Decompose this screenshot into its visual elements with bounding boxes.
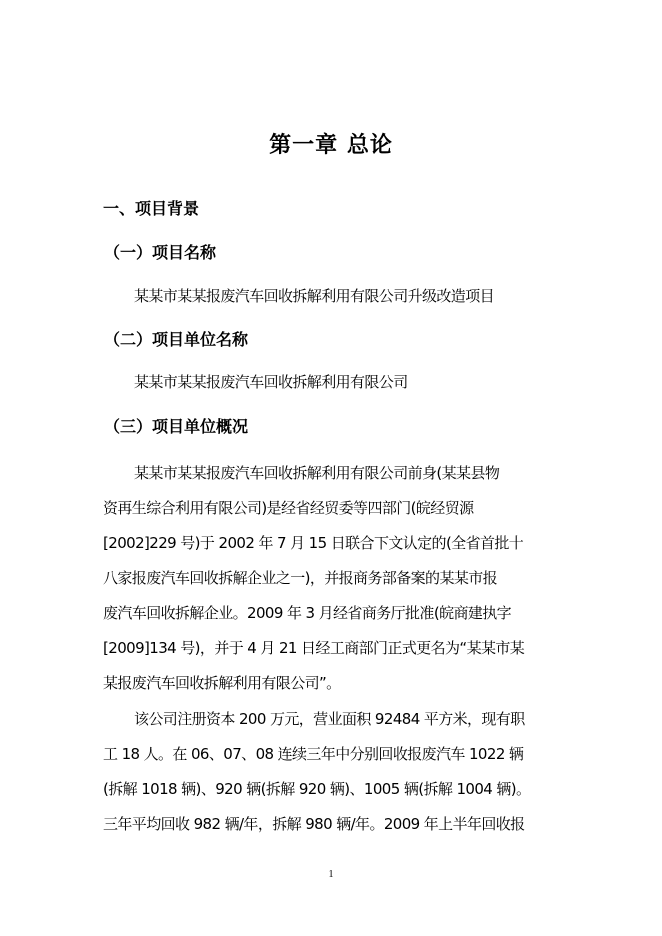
paragraph-company-stats [103, 702, 563, 842]
subsection-heading-unit-name: （二）项目单位名称 [104, 330, 249, 349]
paragraph-line: [2002]229 号)于 2002 年 7 月 15 日联合下文认定的(全省首批十 [103, 534, 524, 552]
paragraph-line: 该公司注册资本 200 万元，营业面积 92484 平方米，现有职 [134, 710, 525, 728]
paragraph-line: (拆解 1018 辆)、920 辆(拆解 920 辆)、1005 辆(拆解 1004 辆)。 [103, 780, 531, 798]
paragraph-line: [2009]134 号)，并于 4 月 21 日经工商部门正式更名为“某某市某 [103, 639, 525, 657]
subsection-heading-unit-overview: （三）项目单位概况 [104, 417, 249, 436]
subsection-heading-project-name: （一）项目名称 [104, 243, 217, 262]
paragraph-line: 三年平均回收 982 辆/年，拆解 980 辆/年。2009 年上半年回收报 [103, 815, 525, 833]
paragraph-line: 某某市某某报废汽车回收拆解利用有限公司前身(某某县物 [134, 464, 500, 482]
section-heading-background: 一、项目背景 [103, 199, 200, 218]
paragraph-line: 某报废汽车回收拆解利用有限公司”。 [103, 674, 341, 692]
project-name-text: 某某市某某报废汽车回收拆解利用有限公司升级改造项目 [134, 287, 495, 305]
page-number: 1 [328, 869, 334, 880]
paragraph-company-history [103, 456, 563, 701]
paragraph-line: 废汽车回收拆解企业。2009 年 3 月经省商务厅批准(皖商建执字 [103, 604, 512, 622]
paragraph-line: 工 18 人。在 06、07、08 连续三年中分别回收报废汽车 1022 辆 [103, 745, 524, 763]
unit-name-text: 某某市某某报废汽车回收拆解利用有限公司 [134, 373, 408, 391]
paragraph-line: 资再生综合利用有限公司)是经省经贸委等四部门(皖经贸源 [103, 499, 474, 517]
paragraph-line: 八家报废汽车回收拆解企业之一)，并报商务部备案的某某市报 [103, 569, 498, 587]
chapter-title: 第一章 总论 [269, 133, 393, 158]
